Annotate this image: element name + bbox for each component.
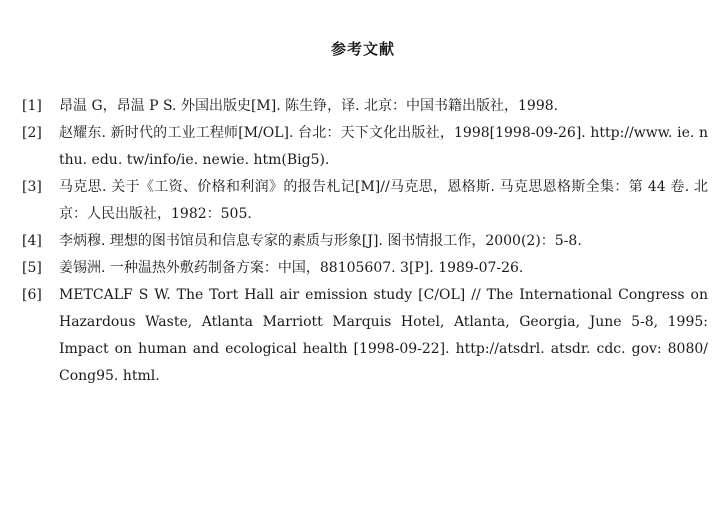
reference-text: 赵耀东. 新时代的工业工程师[M/OL]. 台北：天下文化出版社，1998[1998-09-26]. http://www. ie. nthu. edu. tw/info/ie. newie. htm(Big5). — [59, 125, 708, 168]
reference-item — [22, 93, 708, 120]
reference-item — [22, 120, 708, 174]
reference-item — [22, 174, 708, 228]
reference-text: 马克思. 关于《工资、价格和利润》的报告札记[M]//马克思，恩格斯. 马克思恩格斯全集：第 44 卷. 北京：人民出版社，1982：505. — [59, 179, 708, 222]
reference-number: [6] — [22, 287, 42, 303]
reference-item — [22, 228, 708, 255]
reference-list — [22, 93, 708, 390]
reference-number: [3] — [22, 179, 42, 195]
page-title: 参考文献 — [330, 40, 395, 58]
reference-text: 昂温 G，昂温 P S. 外国出版史[M]. 陈生铮，译. 北京：中国书籍出版社，1998. — [59, 98, 559, 114]
reference-text: 李炳穆. 理想的图书馆员和信息专家的素质与形象[J]. 图书情报工作，2000(2)：5-8. — [59, 233, 582, 249]
reference-text: 姜锡洲. 一种温热外敷药制备方案：中国，88105607. 3[P]. 1989-07-26. — [59, 260, 524, 276]
reference-number: [1] — [22, 98, 42, 114]
reference-item — [22, 282, 708, 390]
reference-number: [4] — [22, 233, 42, 249]
reference-item — [22, 255, 708, 282]
reference-number: [5] — [22, 260, 42, 276]
reference-text: METCALF S W. The Tort Hall air emission study [C/OL] // The International Congress on Hazardous Waste, Atlanta Marriott Marquis Hotel, Atlanta, Georgia, June 5-8, 1995: Impact on human and ecological health [1998-09-22]. http://atsdrl. atsdr. cdc. gov: 8080/ Cong95. html. — [59, 287, 708, 384]
reference-number: [2] — [22, 125, 42, 141]
